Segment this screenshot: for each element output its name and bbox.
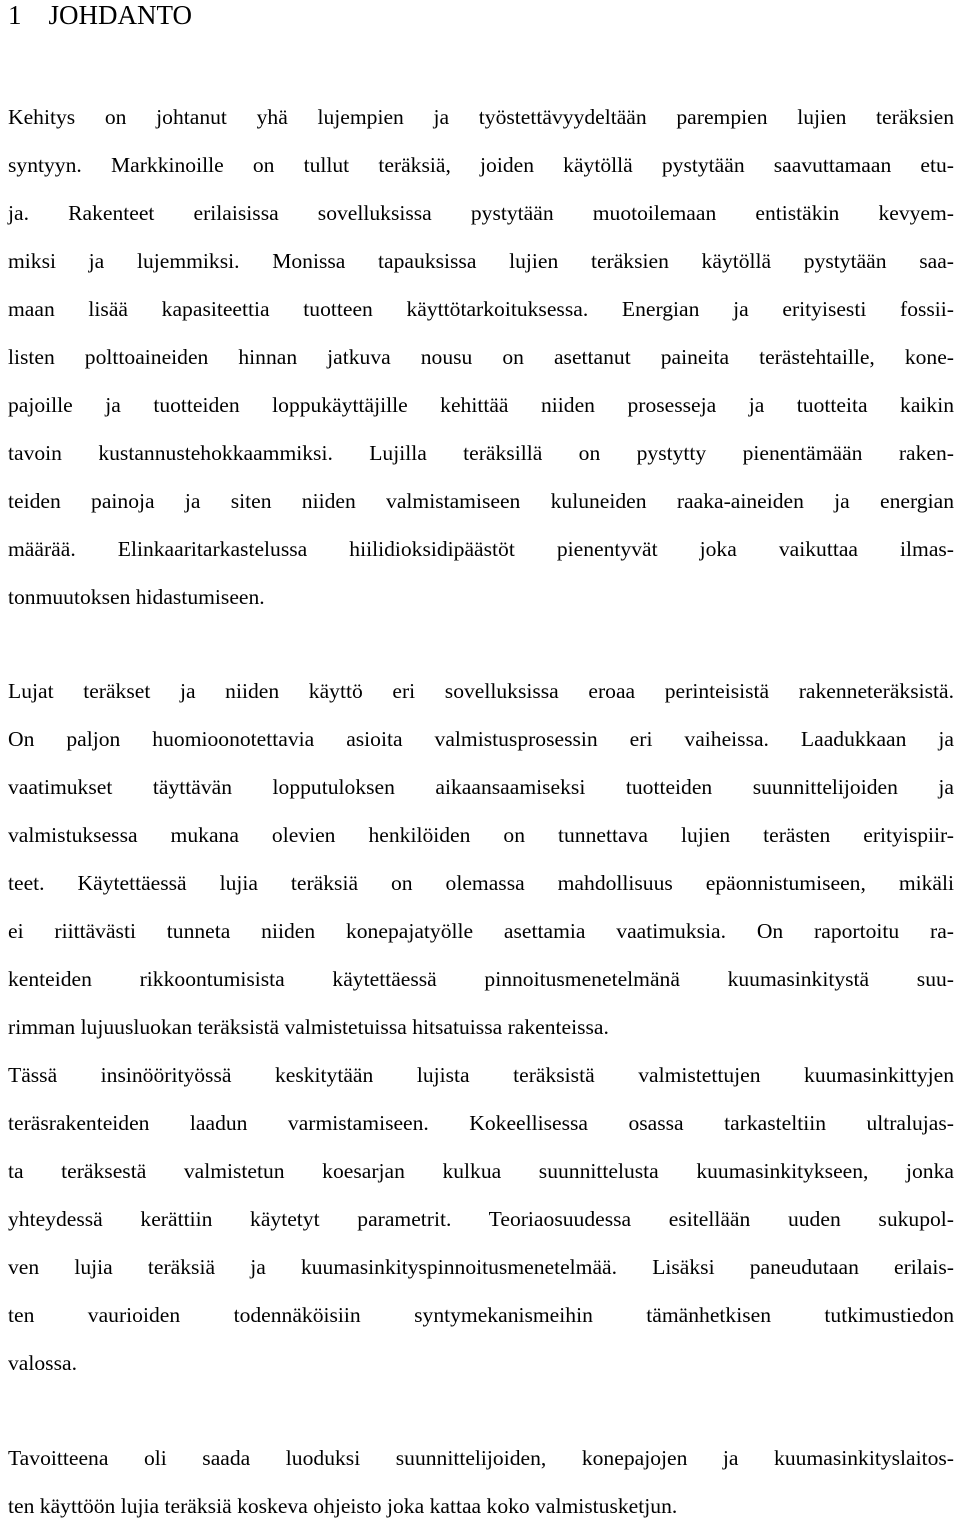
chapter-heading: [8, 0, 954, 30]
text-line: määrää. Elinkaaritarkastelussa hiilidioksidipäästöt pienentyvät joka vaikuttaa ilmas-: [8, 537, 954, 561]
text-line: pajoille ja tuotteiden loppukäyttäjille kehittää niiden prosesseja ja tuotteita kaikin: [8, 393, 954, 417]
text-line: Lujat teräkset ja niiden käyttö eri sovelluksissa eroaa perinteisistä rakenneteräksistä.: [8, 679, 954, 703]
text-line: valossa.: [8, 1351, 77, 1375]
text-line: ta teräksestä valmistetun koesarjan kulkua suunnittelusta kuumasinkitykseen, jonka: [8, 1159, 954, 1183]
text-line: tavoin kustannustehokkaammiksi. Lujilla teräksillä on pystytty pienentämään raken-: [8, 441, 954, 465]
text-line: ten käyttöön lujia teräksiä koskeva ohjeisto joka kattaa koko valmistusketjun.: [8, 1494, 678, 1518]
text-line: miksi ja lujemmiksi. Monissa tapauksissa lujien teräksien käytöllä pystytään saa-: [8, 249, 954, 273]
document-page: [8, 0, 954, 1518]
paragraph-2: [8, 667, 954, 1387]
text-line: tonmuutoksen hidastumiseen.: [8, 585, 265, 609]
text-line: ei riittävästi tunneta niiden konepajatyölle asettamia vaatimuksia. On raportoitu ra-: [8, 919, 954, 943]
text-line: Tavoitteena oli saada luoduksi suunnittelijoiden, konepajojen ja kuumasinkityslaitos-: [8, 1446, 954, 1470]
text-line: vaatimukset täyttävän lopputuloksen aikaansaamiseksi tuotteiden suunnittelijoiden ja: [8, 775, 954, 799]
text-line: valmistuksessa mukana olevien henkilöiden on tunnettava lujien terästen erityispiir-: [8, 823, 954, 847]
text-line: On paljon huomioonotettavia asioita valmistusprosessin eri vaiheissa. Laadukkaan ja: [8, 727, 954, 751]
text-line: maan lisää kapasiteettia tuotteen käyttötarkoituksessa. Energian ja erityisesti fossii-: [8, 297, 954, 321]
paragraph-3: [8, 1434, 954, 1530]
text-line: rimman lujuusluokan teräksistä valmistetuissa hitsatuissa rakenteissa.: [8, 1015, 609, 1039]
chapter-title: JOHDANTO: [48, 0, 193, 30]
text-line: Kehitys on johtanut yhä lujempien ja työstettävyydeltään parempien lujien teräksien: [8, 105, 954, 129]
text-line: listen polttoaineiden hinnan jatkuva nousu on asettanut paineita terästehtaille, kone-: [8, 345, 954, 369]
text-line: teiden painoja ja siten niiden valmistamiseen kuluneiden raaka-aineiden ja energian: [8, 489, 954, 513]
paragraph-1: [8, 93, 954, 621]
text-line: kenteiden rikkoontumisista käytettäessä pinnoitusmenetelmänä kuumasinkitystä suu-: [8, 967, 954, 991]
text-line: ven lujia teräksiä ja kuumasinkityspinnoitusmenetelmää. Lisäksi paneudutaan erilais-: [8, 1255, 954, 1279]
text-line: ten vaurioiden todennäköisiin syntymekanismeihin tämänhetkisen tutkimustiedon: [8, 1303, 954, 1327]
text-line: ja. Rakenteet erilaisissa sovelluksissa pystytään muotoilemaan entistäkin kevyem-: [8, 201, 954, 225]
text-line: Tässä insinöörityössä keskitytään lujista teräksistä valmistettujen kuumasinkittyjen: [8, 1063, 954, 1087]
text-line: syntyyn. Markkinoille on tullut teräksiä, joiden käytöllä pystytään saavuttamaan etu-: [8, 153, 954, 177]
text-line: teet. Käytettäessä lujia teräksiä on olemassa mahdollisuus epäonnistumiseen, mikäli: [8, 871, 954, 895]
text-line: teräsrakenteiden laadun varmistamiseen. Kokeellisessa osassa tarkasteltiin ultralujas-: [8, 1111, 954, 1135]
text-line: yhteydessä kerättiin käytetyt parametrit. Teoriaosuudessa esitellään uuden sukupol-: [8, 1207, 954, 1231]
chapter-number: 1: [8, 0, 22, 30]
